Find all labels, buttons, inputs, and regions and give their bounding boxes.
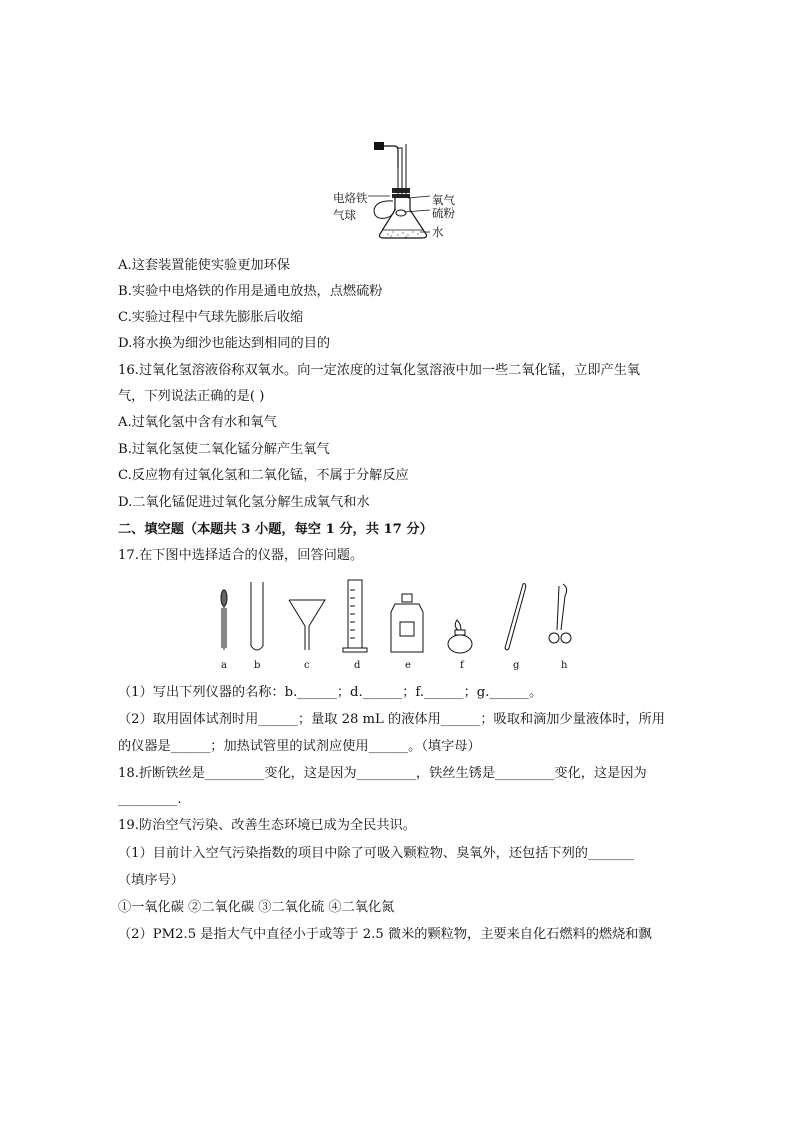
q15-option-b: B.实验中电烙铁的作用是通电放热，点燃硫粉	[118, 284, 383, 299]
q16-option-d: D.二氧化锰促进过氧化氢分解生成氧气和水	[118, 495, 370, 510]
q16-option-a: A.过氧化氢中含有水和氧气	[118, 415, 277, 430]
label-oxygen: 氧气	[432, 193, 455, 207]
q17-part1: （1）写出下列仪器的名称：b.______；d.______；f.______；g.______。	[118, 685, 543, 700]
apparatus-drawing	[360, 138, 500, 248]
instrument-label-g: g	[513, 660, 520, 671]
q16-option-b: B.过氧化氢使二氧化锰分解产生氧气	[118, 442, 330, 457]
instrument-drawings	[205, 578, 575, 658]
instrument-label-b: b	[254, 660, 261, 671]
instrument-label-d: d	[354, 660, 361, 671]
label-sulfur: 硫粉	[432, 206, 455, 220]
q16-stem-line1: 16.过氧化氢溶液俗称双氧水。向一定浓度的过氧化氢溶液中加一些二氧化锰，立即产生氧	[118, 363, 641, 378]
q18-line2: _________.	[118, 792, 182, 807]
q17-part2-line2: 的仪器是______；加热试管里的试剂应使用______。（填字母）	[118, 739, 481, 754]
instrument-label-e: e	[405, 660, 411, 671]
q16-option-c: C.反应物有过氧化氢和二氧化锰，不属于分解反应	[118, 468, 409, 483]
q19-stem: 19.防治空气污染、改善生态环境已成为全民共识。	[118, 818, 416, 833]
q19-choices: ①一氧化碳 ②二氧化碳 ③二氧化硫 ④二氧化氮	[118, 900, 395, 915]
q19-part1-line2: （填序号）	[118, 873, 184, 888]
label-water: 水	[432, 225, 444, 239]
q16-stem-line2: 气，下列说法正确的是( )	[118, 389, 265, 404]
instrument-label-a: a	[221, 660, 227, 671]
q17-part2-line1: （2）取用固体试剂时用______；量取 28 mL 的液体用______；吸取和滴加少量液体时，所用	[118, 712, 665, 727]
label-iron: 电烙铁	[333, 191, 368, 205]
instrument-label-c: c	[304, 660, 310, 671]
instrument-label-h: h	[561, 660, 568, 671]
q15-option-d: D.将水换为细沙也能达到相同的目的	[118, 336, 331, 351]
label-balloon: 气球	[333, 208, 356, 222]
q17-stem: 17.在下图中选择适合的仪器，回答问题。	[118, 548, 364, 563]
instrument-label-f: f	[460, 660, 464, 671]
q19-part1-line1: （1）目前计入空气污染指数的项目中除了可吸入颗粒物、臭氧外，还包括下列的_______	[118, 846, 635, 861]
q15-option-c: C.实验过程中气球先膨胀后收缩	[118, 310, 304, 325]
q19-part2-line1: （2）PM2.5 是指大气中直径小于或等于 2.5 微米的颗粒物，主要来自化石燃料的燃烧和飘	[118, 927, 652, 942]
q15-option-a: A.这套装置能使实验更加环保	[118, 258, 290, 273]
q18-line1: 18.折断铁丝是_________变化，这是因为_________，铁丝生锈是_________变化，这是因为	[118, 766, 647, 781]
section2-title: 二、填空题（本题共 3 小题，每空 1 分，共 17 分）	[118, 522, 433, 537]
